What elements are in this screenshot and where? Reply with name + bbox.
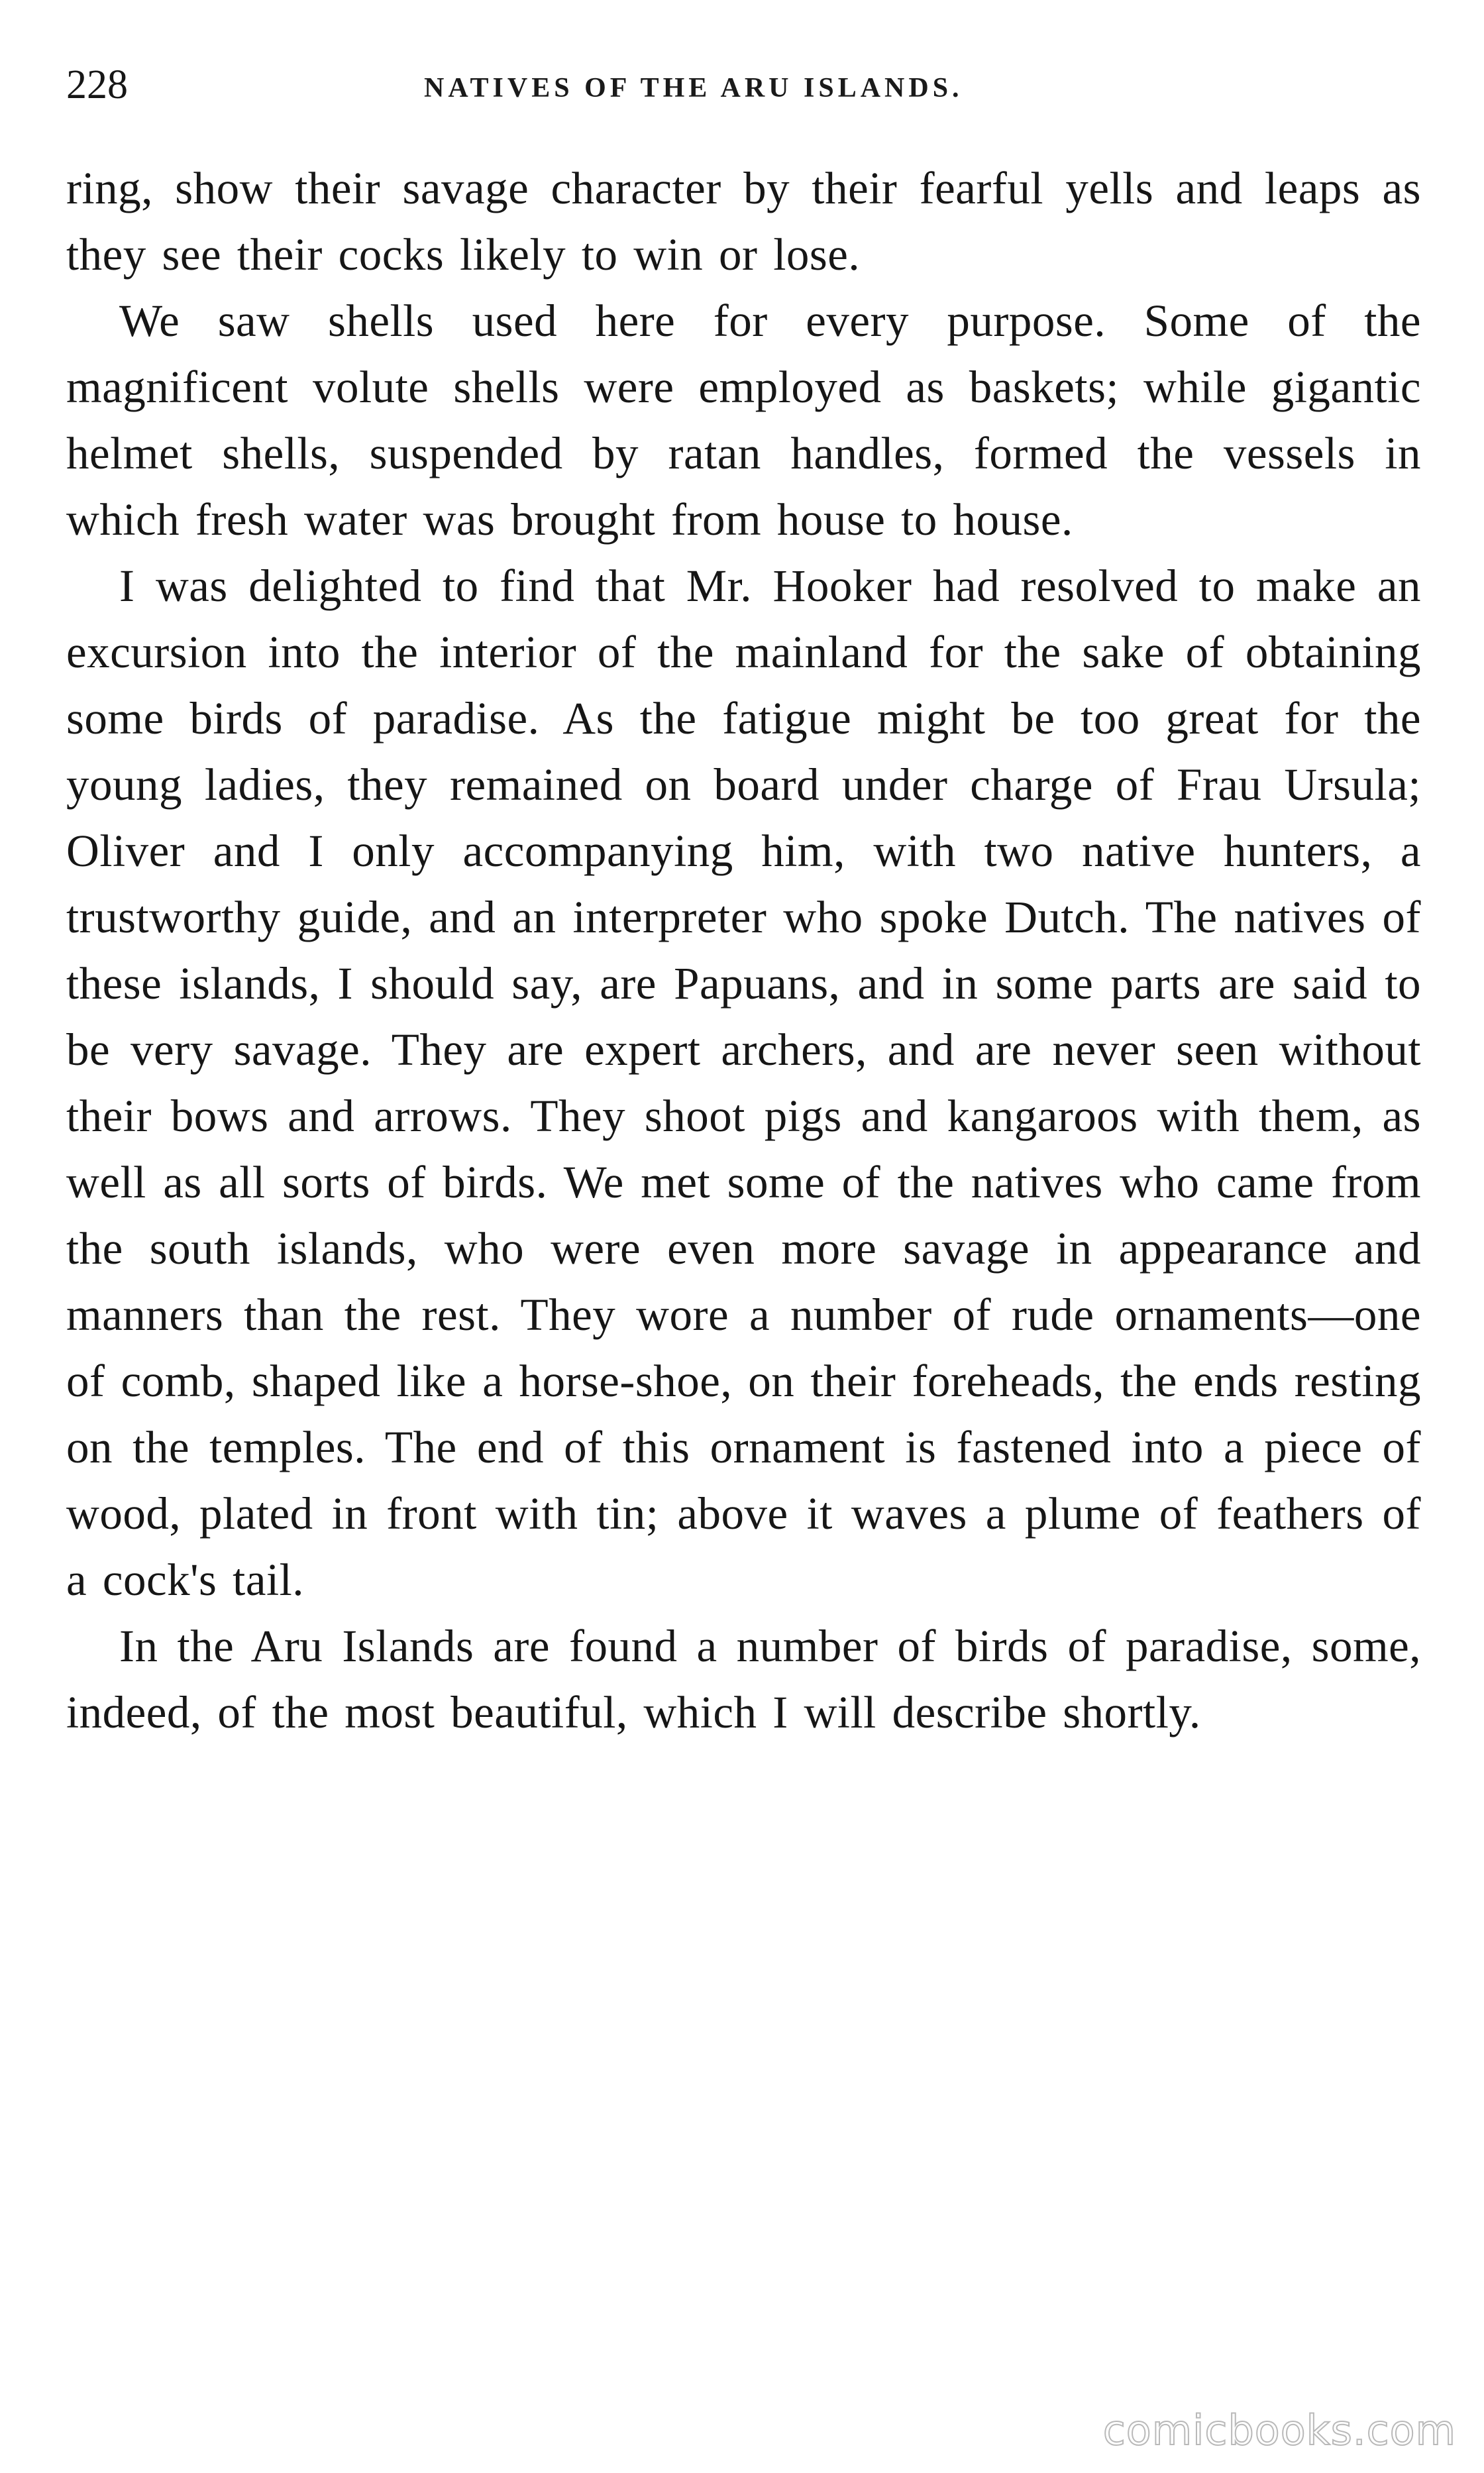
body-text [66,155,1421,1745]
paragraph-excursion: I was delighted to find that Mr. Hooker had resolved to make an excursion into the interior of the mainland for the sake of obtaining some birds of paradise. As the fatigue might be too great for the young ladies, they remained on board under charge of Frau Ursula; Oliver and I only accompanying him, with two native hunters, a trustworthy guide, and an interpreter who spoke Dutch. The natives of these islands, I should say, are Papuans, and in some parts are said to be very savage. They are expert archers, and are never seen without their bows and arrows. They shoot pigs and kangaroos with them, as well as all sorts of birds. We met some of the natives who came from the south islands, who were even more savage in appearance and manners than the rest. They wore a number of rude ornaments—one of comb, shaped like a horse-shoe, on their foreheads, the ends resting on the temples. The end of this ornament is fastened into a piece of wood, plated in front with tin; above it waves a plume of feathers of a cock's tail. [66,561,1421,1605]
paragraph-continued: ring, show their savage character by their fearful yells and leaps as they see their cocks likely to win or lose. [66,163,1421,280]
running-head: NATIVES OF THE ARU ISLANDS. [424,73,963,103]
watermark-logo: comicbooks.com [1102,2406,1456,2454]
page-header [66,58,1421,125]
page-number: 228 [66,62,128,107]
paragraph-shells: We saw shells used here for every purpose. Some of the magnificent volute shells were employed as baskets; while gigantic helmet shells, suspended by ratan handles, formed the vessels in which fresh water was brought from house to house. [66,296,1421,545]
paragraph-birds-of-paradise: In the Aru Islands are found a number of birds of paradise, some, indeed, of the most beautiful, which I will describe shortly. [66,1621,1421,1737]
